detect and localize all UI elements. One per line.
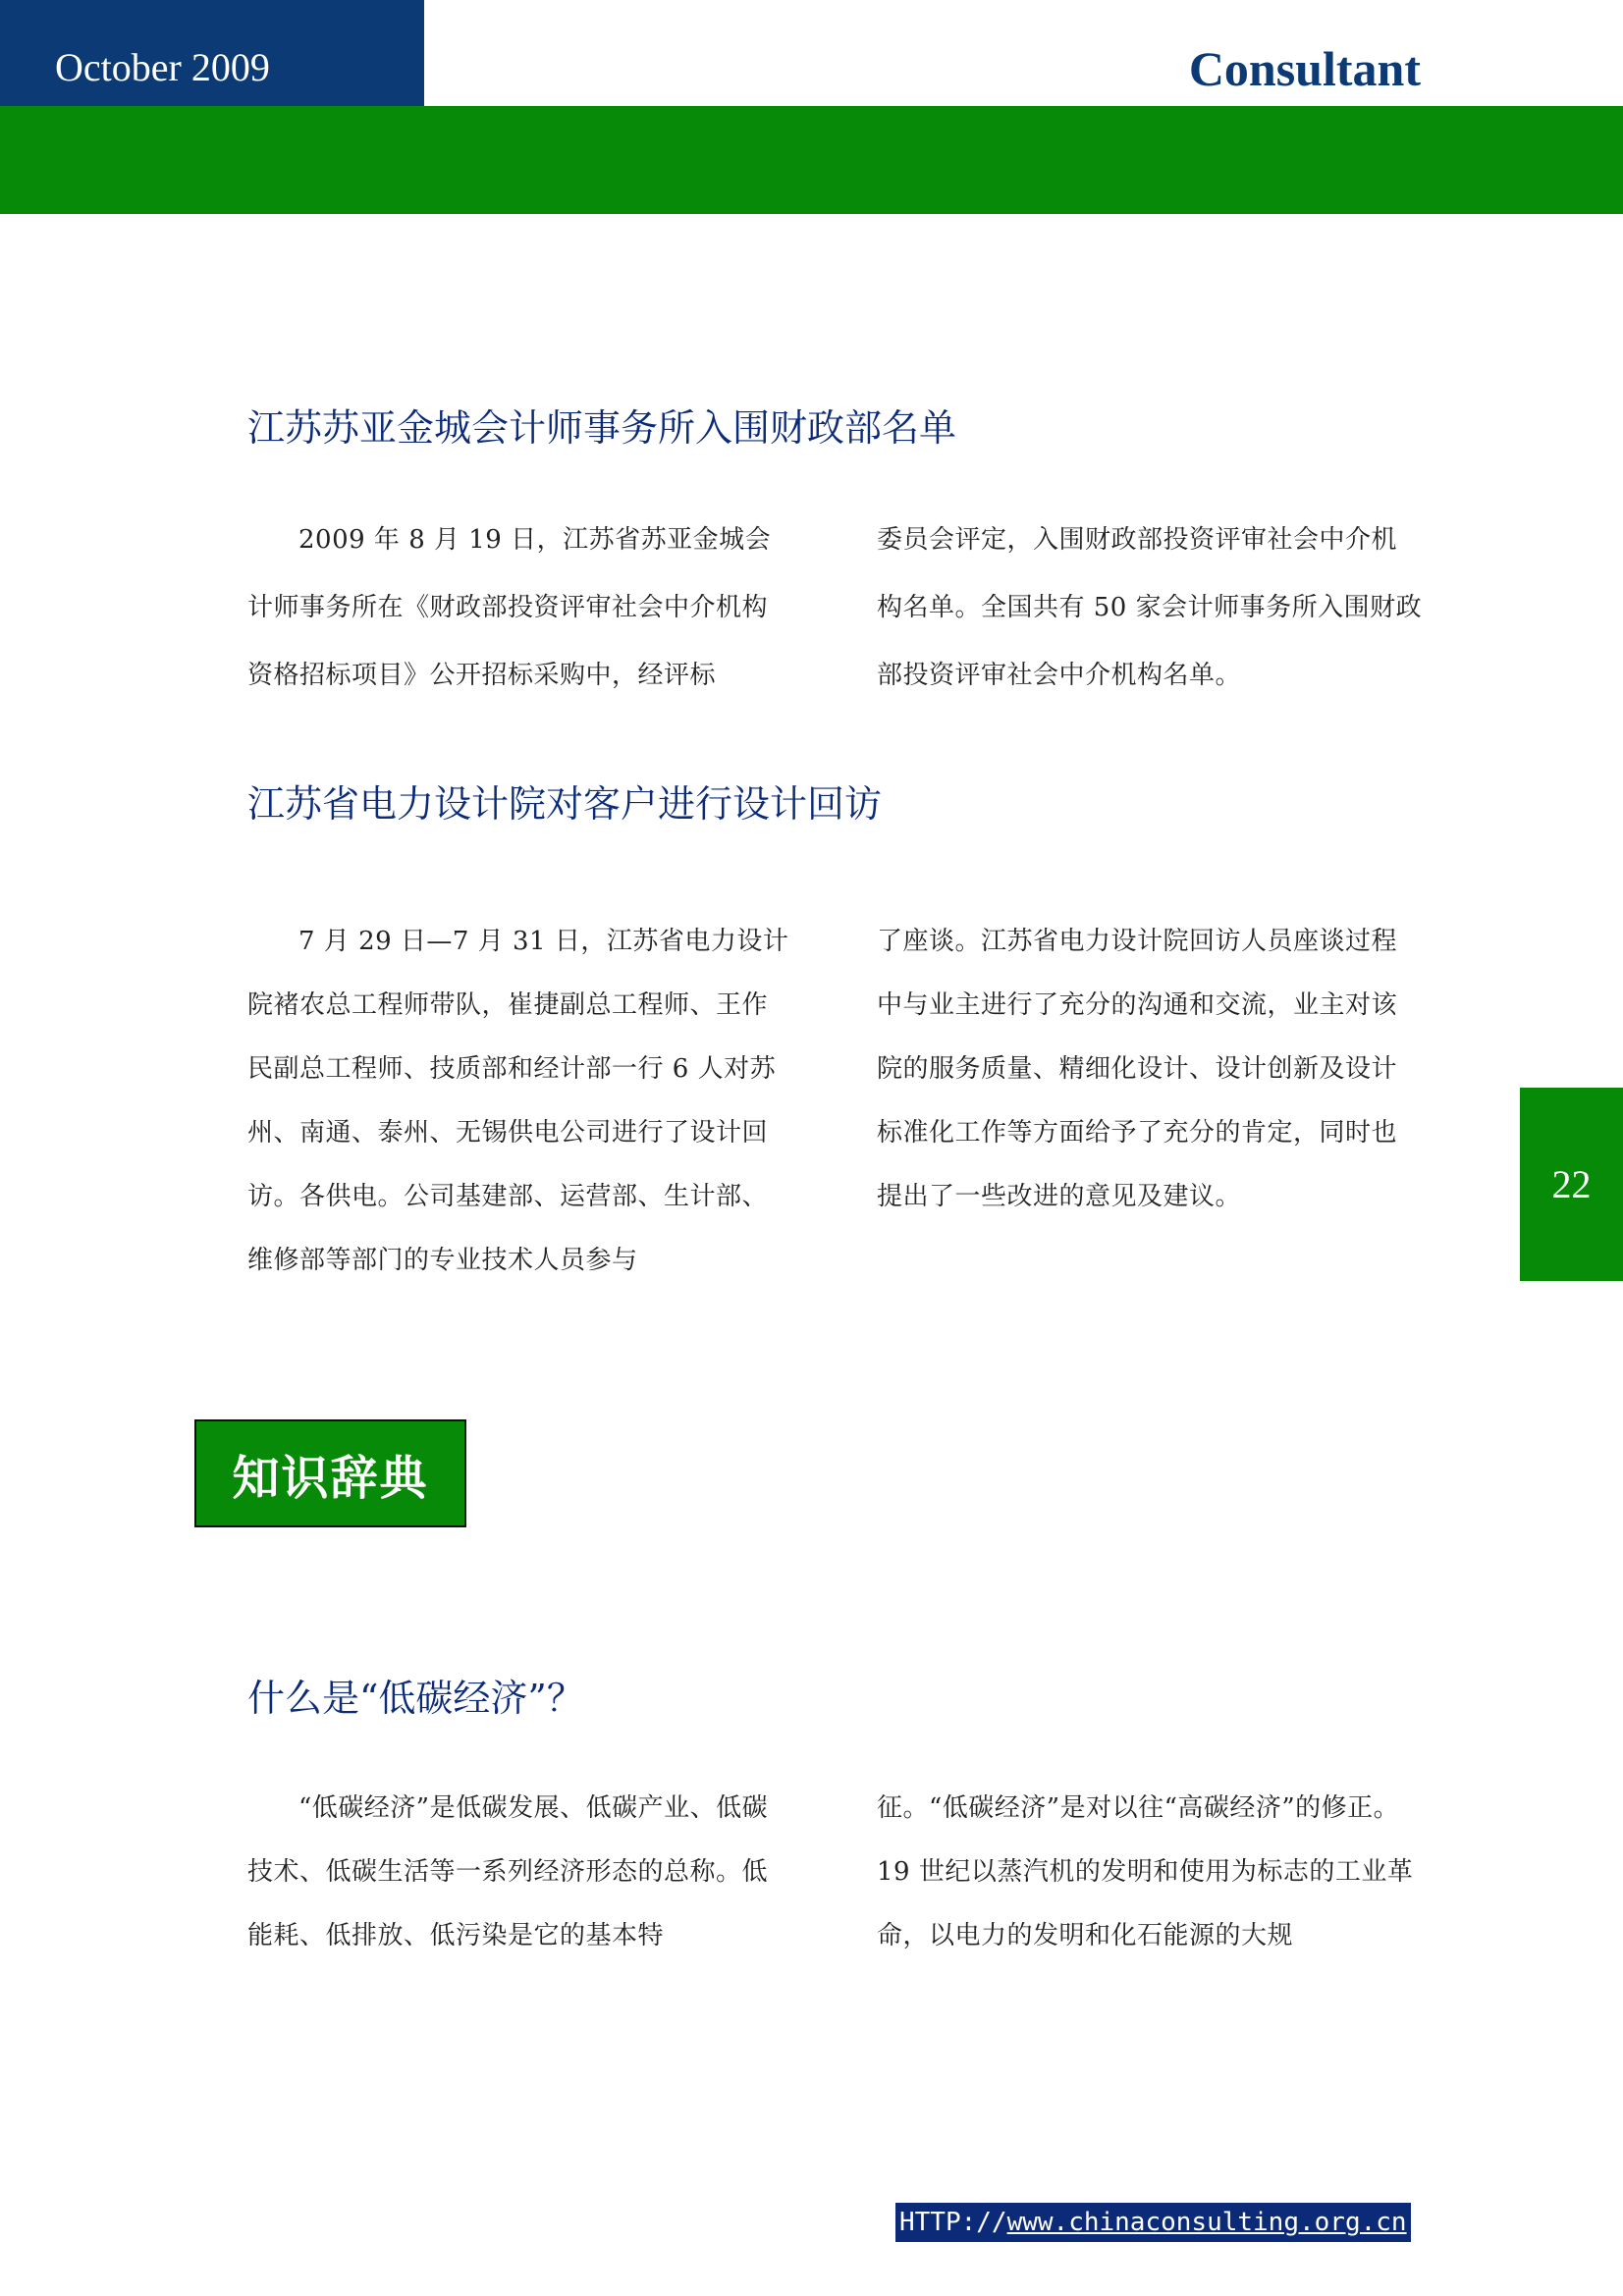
knowledge-dictionary-label: 知识辞典 — [194, 1419, 466, 1527]
page-number-tab: 22 — [1520, 1088, 1623, 1281]
article-2-title: 江苏省电力设计院对客户进行设计回访 — [247, 782, 883, 826]
article-1-paragraph-cont: 委员会评定，入围财政部投资评审社会中介机构名单。全国共有 50 家会计师事务所入围财政部投资评审社会中介机构名单。 — [877, 525, 1423, 690]
article-2-paragraph-cont: 了座谈。江苏省电力设计院回访人员座谈过程中与业主进行了充分的沟通和交流，业主对该院的服务质量、精细化设计、设计创新及设计标准化工作等方面给予了充分的肯定，同时也提出了一些改进的意见及建议。 — [877, 927, 1398, 1211]
article-2-column-right — [877, 910, 1423, 1229]
knowledge-column-right — [877, 1777, 1423, 1968]
header-band — [0, 106, 1623, 214]
footer-website-link[interactable] — [895, 2203, 1411, 2242]
knowledge-paragraph-cont: 征。“低碳经济”是对以往“高碳经济”的修正。19 世纪以蒸汽机的发明和使用为标志的工业革命，以电力的发明和化石能源的大规 — [877, 1793, 1414, 1950]
publication-title: Consultant — [1188, 41, 1421, 96]
knowledge-paragraph: “低碳经济”是低碳发展、低碳产业、低碳技术、低碳生活等一系列经济形态的总称。低能耗、低排放、低污染是它的基本特 — [247, 1793, 769, 1950]
article-1-paragraph: 2009 年 8 月 19 日，江苏省苏亚金城会计师事务所在《财政部投资评审社会中介机构资格招标项目》公开招标采购中，经评标 — [247, 525, 772, 690]
footer-url-prefix: HTTP:// — [899, 2208, 1007, 2237]
article-1-title: 江苏苏亚金城会计师事务所入围财政部名单 — [247, 406, 957, 450]
article-1-column-right — [877, 507, 1423, 710]
header-date: October 2009 — [0, 0, 424, 106]
article-1-column-left — [247, 507, 793, 710]
knowledge-title: 什么是“低碳经济”？ — [247, 1677, 584, 1720]
article-2-paragraph: 7 月 29 日—7 月 31 日，江苏省电力设计院褚农总工程师带队，崔捷副总工程师、王作民副总工程师、技质部和经计部一行 6 人对苏州、南通、泰州、无锡供电公司进行了设计回访。各供电。公司基建部、运营部、生计部、维修部等部门的专业技术人员参与 — [247, 927, 789, 1275]
article-2-column-left — [247, 910, 793, 1293]
footer-url-domain: www.chinaconsulting.org.cn — [1006, 2208, 1407, 2237]
knowledge-column-left — [247, 1777, 793, 1968]
